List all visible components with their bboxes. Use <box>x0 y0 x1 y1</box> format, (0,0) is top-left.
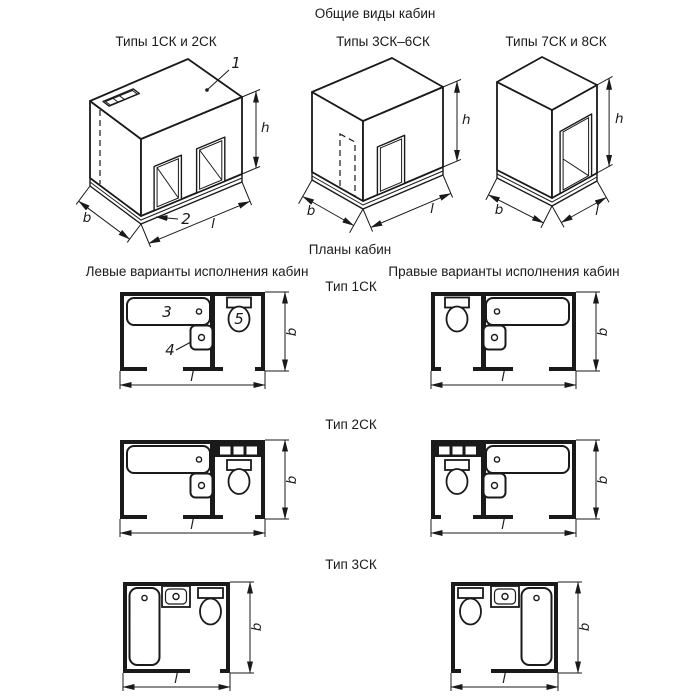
dimension-b-label: b <box>284 327 300 337</box>
dimension-h-label: h <box>462 112 471 128</box>
dimension-l <box>120 517 265 537</box>
plan-row-label-1sk: Тип 1СК <box>325 279 377 294</box>
left-variants-title: Левые варианты исполнения кабин <box>85 264 309 279</box>
plan-1sk-left <box>120 292 310 394</box>
dimension-l-label: l <box>190 517 194 533</box>
callout-toilet-number: 5 <box>234 310 244 328</box>
callout-washbasin-number: 4 <box>165 341 175 359</box>
iso-view-7sk-8sk <box>470 55 645 235</box>
dimension-b-label: b <box>494 202 504 218</box>
dimension-l <box>451 671 558 691</box>
dimension-h <box>242 90 270 175</box>
dimension-l-label: l <box>501 517 505 533</box>
dimension-b <box>576 440 611 519</box>
dimension-h-label: h <box>261 120 270 136</box>
dimension-b-label: b <box>306 203 316 219</box>
dimension-l-label: l <box>501 369 505 385</box>
callout-roof-number: 1 <box>231 54 241 72</box>
dimension-h-label: h <box>615 111 624 127</box>
plan-1sk-right <box>431 292 621 394</box>
dimension-b-label: b <box>595 327 611 337</box>
dimension-b-label: b <box>249 622 265 632</box>
dimension-l <box>123 671 230 691</box>
dimension-l-label: l <box>502 671 506 687</box>
dimension-b-label: b <box>82 210 92 226</box>
dimension-b <box>230 582 265 673</box>
dimension-l <box>431 369 576 389</box>
plan-3sk-right <box>451 582 606 700</box>
callout-washbasin-leader <box>176 342 191 350</box>
dimension-b <box>265 292 300 371</box>
dimension-l-label: l <box>211 216 215 232</box>
page-title: Общие виды кабин <box>314 6 436 21</box>
dimension-l-label: l <box>174 671 178 687</box>
plans-title: Планы кабин <box>308 242 392 257</box>
iso-view-label-2: Типы 3СК–6СК <box>336 34 430 49</box>
callout-base-number: 2 <box>181 210 191 228</box>
dimension-l-label: l <box>595 203 599 219</box>
right-variants-title: Правые варианты исполнения кабин <box>388 264 620 279</box>
dimension-b <box>265 440 300 519</box>
dimension-l <box>120 369 265 389</box>
plan-2sk-right <box>431 440 621 542</box>
dimension-b <box>576 292 611 371</box>
dimension-l <box>431 517 576 537</box>
plan-2sk-left <box>120 440 310 542</box>
dimension-l-label: l <box>190 369 194 385</box>
iso-view-1sk-2sk <box>55 50 275 250</box>
callout-bath-number: 3 <box>162 303 172 321</box>
dimension-b <box>558 582 593 673</box>
plan-row-label-3sk: Тип 3СК <box>325 557 377 572</box>
iso-view-3sk-6sk <box>280 55 470 235</box>
dimension-l-label: l <box>430 201 434 217</box>
iso-view-label-3: Типы 7СК и 8СК <box>505 34 607 49</box>
dimension-b-label: b <box>284 475 300 485</box>
dimension-h <box>443 79 471 167</box>
iso-view-label-1: Типы 1СК и 2СК <box>115 34 217 49</box>
dimension-b-label: b <box>577 622 593 632</box>
plan-3sk-left <box>123 582 278 700</box>
plan-row-label-2sk: Тип 2СК <box>325 417 377 432</box>
dimension-b-label: b <box>595 475 611 485</box>
dimension-h <box>597 76 624 173</box>
